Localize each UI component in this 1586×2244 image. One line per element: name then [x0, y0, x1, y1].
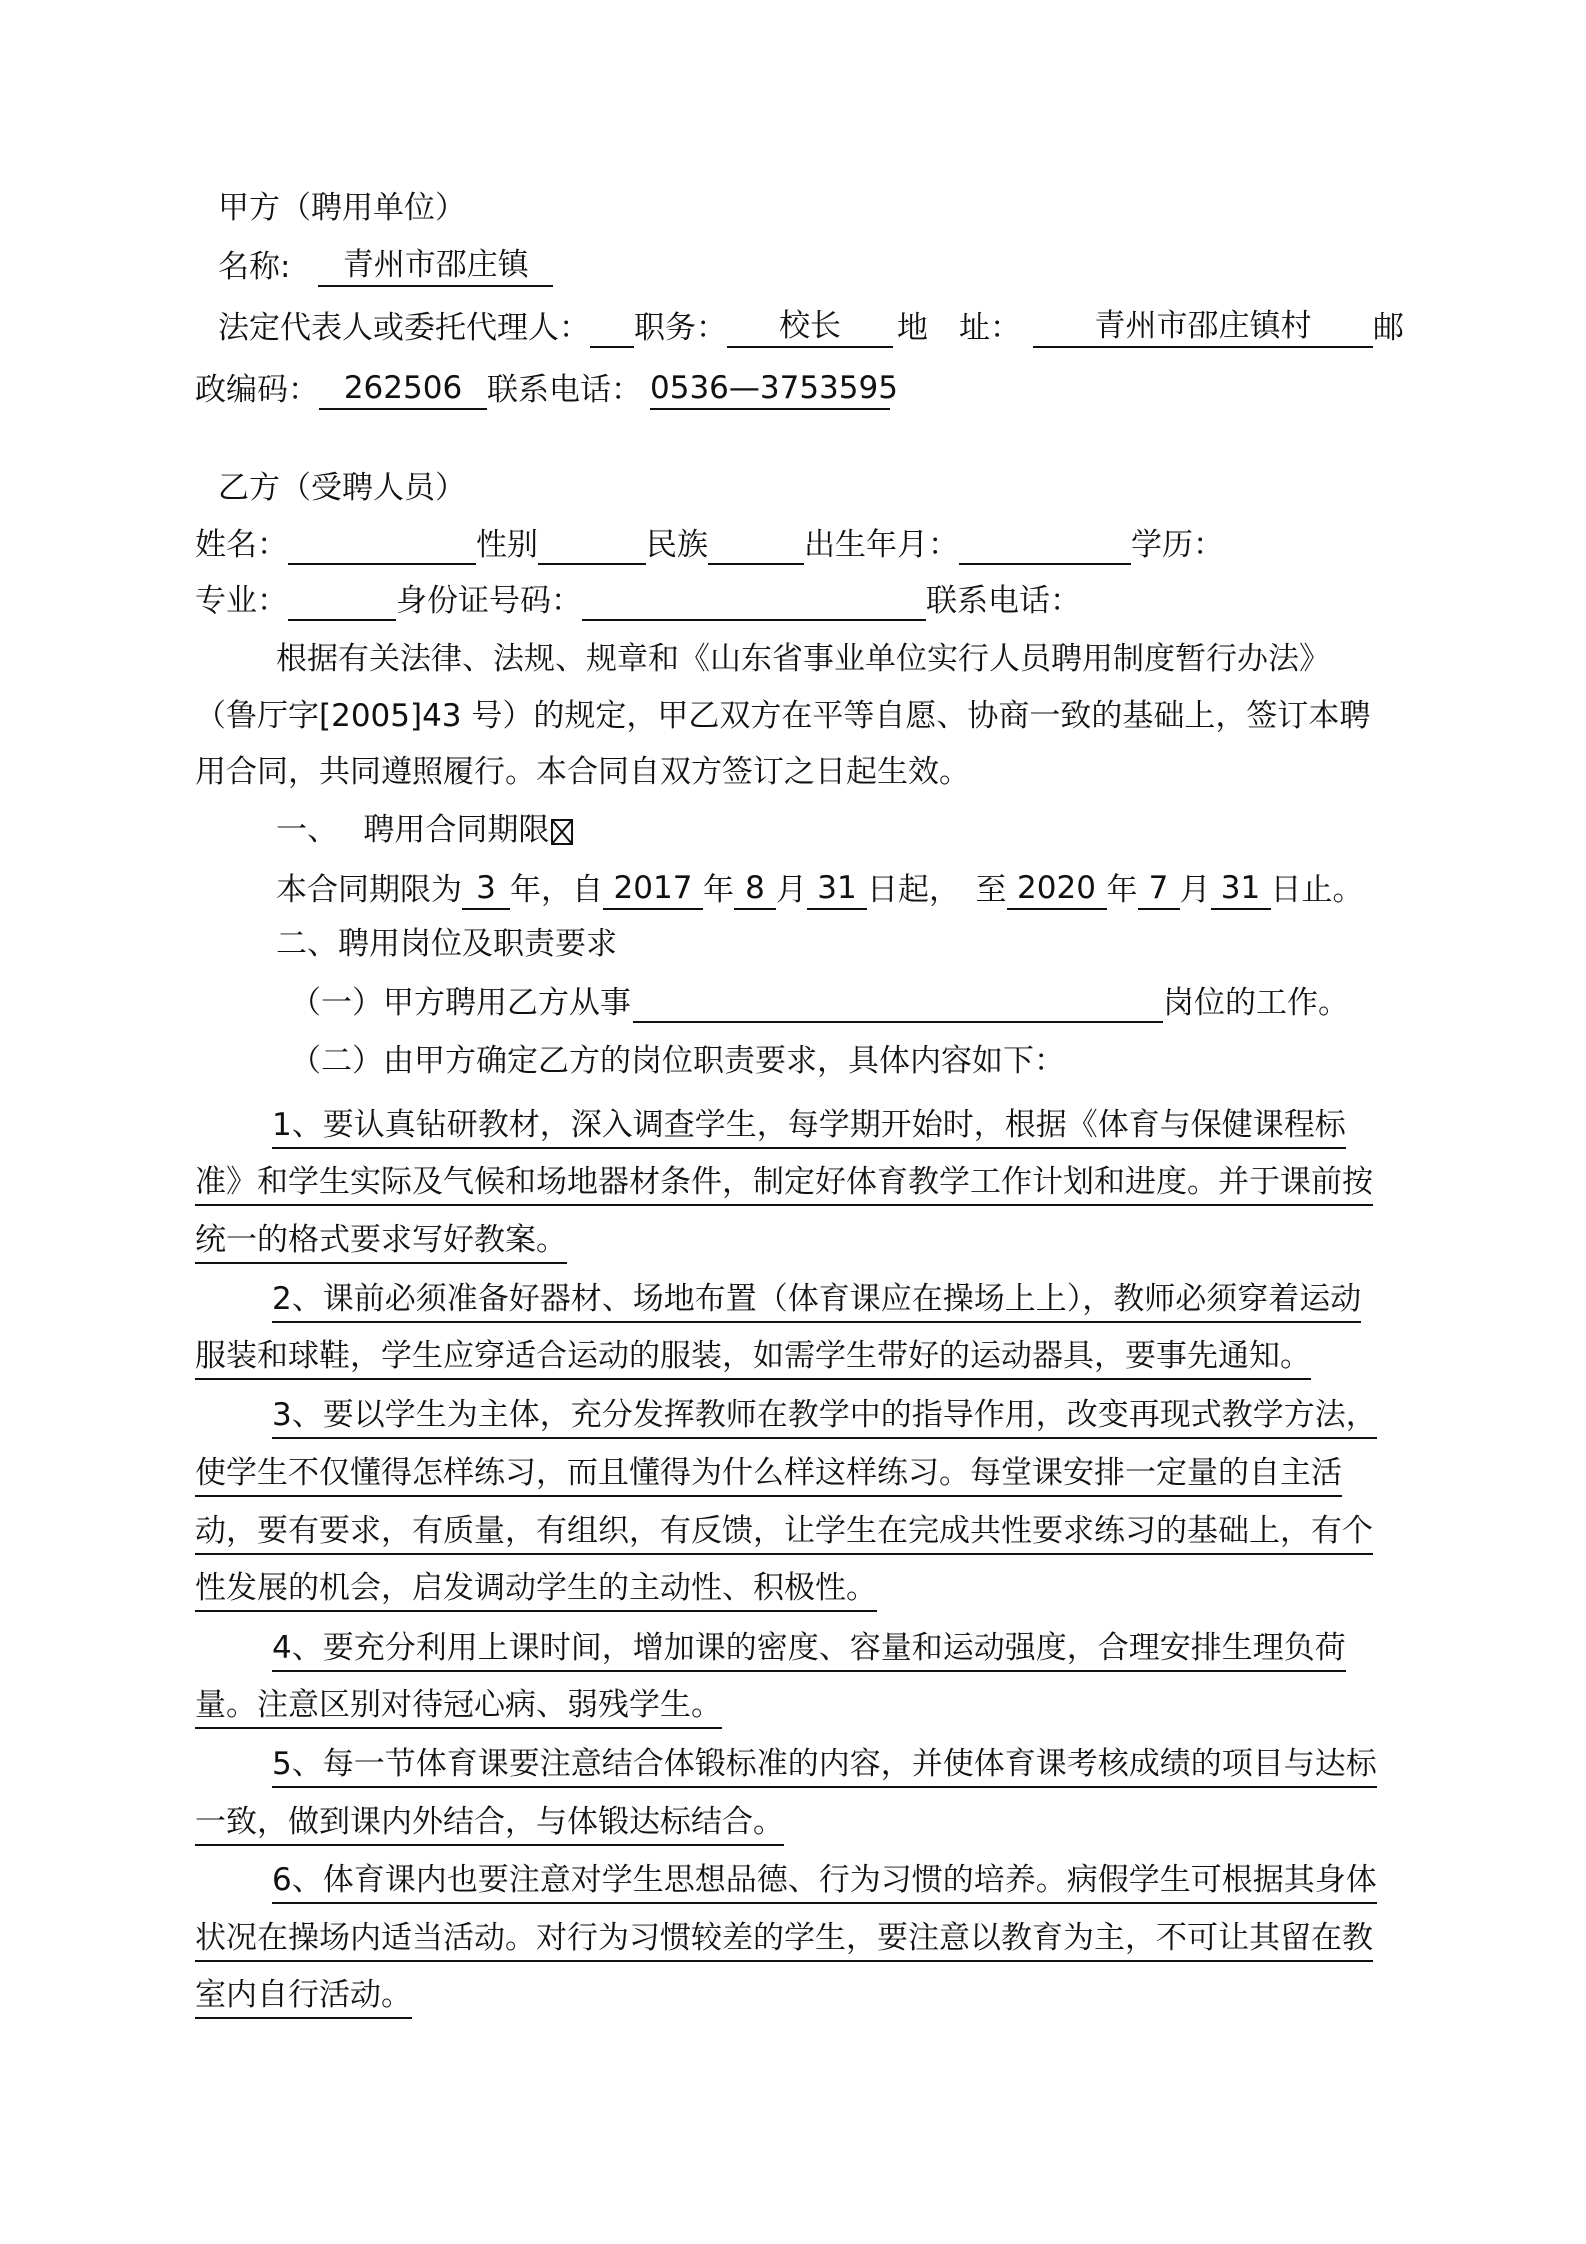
duty-6-line-3: 室内自行活动。 — [195, 1973, 412, 2019]
party-a-heading — [218, 186, 466, 230]
end-year-field[interactable]: 2020 — [1007, 868, 1107, 910]
party-a-addr-field[interactable]: 青州市邵庄镇村 — [1033, 306, 1373, 348]
party-b-phone-label: 联系电话： — [926, 583, 1081, 619]
party-b-heading — [218, 466, 466, 510]
party-b-id-label: 身份证号码： — [396, 583, 582, 619]
party-b-gender-field[interactable] — [538, 523, 646, 565]
intro-line-1: 根据有关法律、法规、规章和《山东省事业单位实行人员聘用制度暂行办法》 — [276, 641, 1330, 677]
term-year-char: 年，自 — [510, 872, 603, 908]
term-prefix: 本合同期限为 — [276, 872, 462, 908]
end-suffix: 日止。 — [1270, 872, 1364, 908]
party-b-major-field[interactable] — [288, 579, 396, 621]
duty-6-line-2: 状况在操场内适当活动。对行为习惯较差的学生，要注意以教育为主，不可让其留在教 — [195, 1916, 1373, 1962]
party-a-phone-field[interactable]: 0536—3753595 — [650, 368, 890, 410]
party-b-id-field[interactable] — [582, 579, 926, 621]
duty-5-line-2: 一致，做到课内外结合，与体锻达标结合。 — [195, 1800, 784, 1846]
duty-1-line-3: 统一的格式要求写好教案。 — [195, 1218, 567, 1264]
party-a-zip-row — [195, 368, 898, 412]
party-b-gender-label: 性别 — [476, 527, 538, 563]
end-month-field[interactable]: 7 — [1138, 868, 1180, 910]
duty-3-line-4: 性发展的机会，启发调动学生的主动性、积极性。 — [195, 1566, 877, 1612]
duty-1-line-2: 准》和学生实际及气候和场地器材条件，制定好体育教学工作计划和进度。并于课前按 — [195, 1160, 1373, 1206]
start-month-field[interactable]: 8 — [734, 868, 776, 910]
section1-title-text: 一、 聘用合同期限 — [276, 812, 550, 848]
duty-3-line-2: 使学生不仅懂得怎样练习，而且懂得为什么样这样练习。每堂课安排一定量的自主活 — [195, 1451, 1342, 1497]
item1-prefix: （一）甲方聘用乙方从事 — [290, 985, 631, 1021]
start-suffix: 日起， 至 — [867, 872, 1007, 908]
party-b-ethnic-field[interactable] — [708, 523, 804, 565]
start-year-unit: 年 — [703, 872, 734, 908]
party-b-ethnic-label: 民族 — [646, 527, 708, 563]
term-years-field[interactable]: 3 — [462, 868, 510, 910]
party-b-major-label: 专业： — [195, 583, 288, 619]
party-a-addr-label: 地 址： — [897, 310, 1021, 346]
duty-3-line-3: 动，要有要求，有质量，有组织，有反馈，让学生在完成共性要求练习的基础上，有个 — [195, 1509, 1373, 1555]
party-a-rep-field[interactable] — [590, 306, 634, 348]
end-month-unit: 月 — [1179, 872, 1211, 908]
end-day-field[interactable]: 31 — [1211, 868, 1271, 910]
start-month-unit: 月 — [776, 872, 807, 908]
party-b-name-label: 姓名： — [195, 527, 288, 563]
party-a-name-row — [218, 245, 553, 289]
party-a-zip-label-2: 政编码： — [195, 372, 319, 408]
start-day-field[interactable]: 31 — [807, 868, 867, 910]
checkbox-icon — [551, 819, 573, 845]
party-b-birth-label: 出生年月： — [804, 527, 959, 563]
duty-6-line-1: 6、体育课内也要注意对学生思想品德、行为习惯的培养。病假学生可根据其身体 — [272, 1858, 1377, 1904]
party-a-rep-label: 法定代表人或委托代理人： — [218, 310, 590, 346]
party-b-birth-field[interactable] — [959, 523, 1131, 565]
party-a-zip-field[interactable]: 262506 — [319, 368, 487, 410]
party-a-post-field[interactable]: 校长 — [727, 306, 893, 348]
party-a-heading-text: 甲方（聘用单位） — [218, 190, 466, 226]
duty-1-line-1: 1、要认真钻研教材，深入调查学生，每学期开始时，根据《体育与保健课程标 — [272, 1103, 1346, 1149]
party-a-name-field[interactable]: 青州市邵庄镇 — [318, 245, 553, 287]
duty-5-line-1: 5、每一节体育课要注意结合体锻标准的内容，并使体育课考核成绩的项目与达标 — [272, 1742, 1377, 1788]
party-a-phone-label: 联系电话： — [487, 372, 642, 408]
party-b-name-field[interactable] — [288, 523, 476, 565]
duty-4-line-2: 量。注意区别对待冠心病、弱残学生。 — [195, 1683, 722, 1729]
intro-line-3: 用合同，共同遵照履行。本合同自双方签订之日起生效。 — [195, 754, 970, 790]
duty-2-line-1: 2、课前必须准备好器材、场地布置（体育课应在操场上上），教师必须穿着运动 — [272, 1277, 1361, 1323]
item1-post-field[interactable] — [633, 981, 1163, 1023]
start-year-field[interactable]: 2017 — [603, 868, 703, 910]
party-b-row-2 — [195, 579, 1081, 623]
item1-suffix: 岗位的工作。 — [1163, 985, 1349, 1021]
party-b-row-1 — [195, 523, 1224, 567]
section1-title — [276, 808, 573, 852]
end-year-unit: 年 — [1106, 872, 1138, 908]
party-b-edu-label: 学历： — [1131, 527, 1224, 563]
party-a-name-label: 名称: — [218, 249, 291, 285]
section2-item1 — [290, 981, 1349, 1025]
party-a-rep-row — [218, 306, 1404, 350]
section2-item2: （二）由甲方确定乙方的岗位职责要求，具体内容如下： — [290, 1043, 1065, 1079]
intro-line-2: （鲁厅字[2005]43 号）的规定，甲乙双方在平等自愿、协商一致的基础上，签订本聘 — [195, 698, 1371, 734]
duty-3-line-1: 3、要以学生为主体，充分发挥教师在教学中的指导作用，改变再现式教学方法， — [272, 1393, 1377, 1439]
party-b-heading-text: 乙方（受聘人员） — [218, 470, 466, 506]
section2-title: 二、聘用岗位及职责要求 — [276, 926, 617, 962]
duty-4-line-1: 4、要充分利用上课时间，增加课的密度、容量和运动强度，合理安排生理负荷 — [272, 1626, 1346, 1672]
duty-2-line-2: 服装和球鞋，学生应穿适合运动的服装，如需学生带好的运动器具，要事先通知。 — [195, 1334, 1311, 1380]
party-a-zip-label-1: 邮 — [1373, 310, 1404, 346]
section1-term-row — [276, 868, 1364, 912]
party-a-post-label: 职务： — [634, 310, 727, 346]
